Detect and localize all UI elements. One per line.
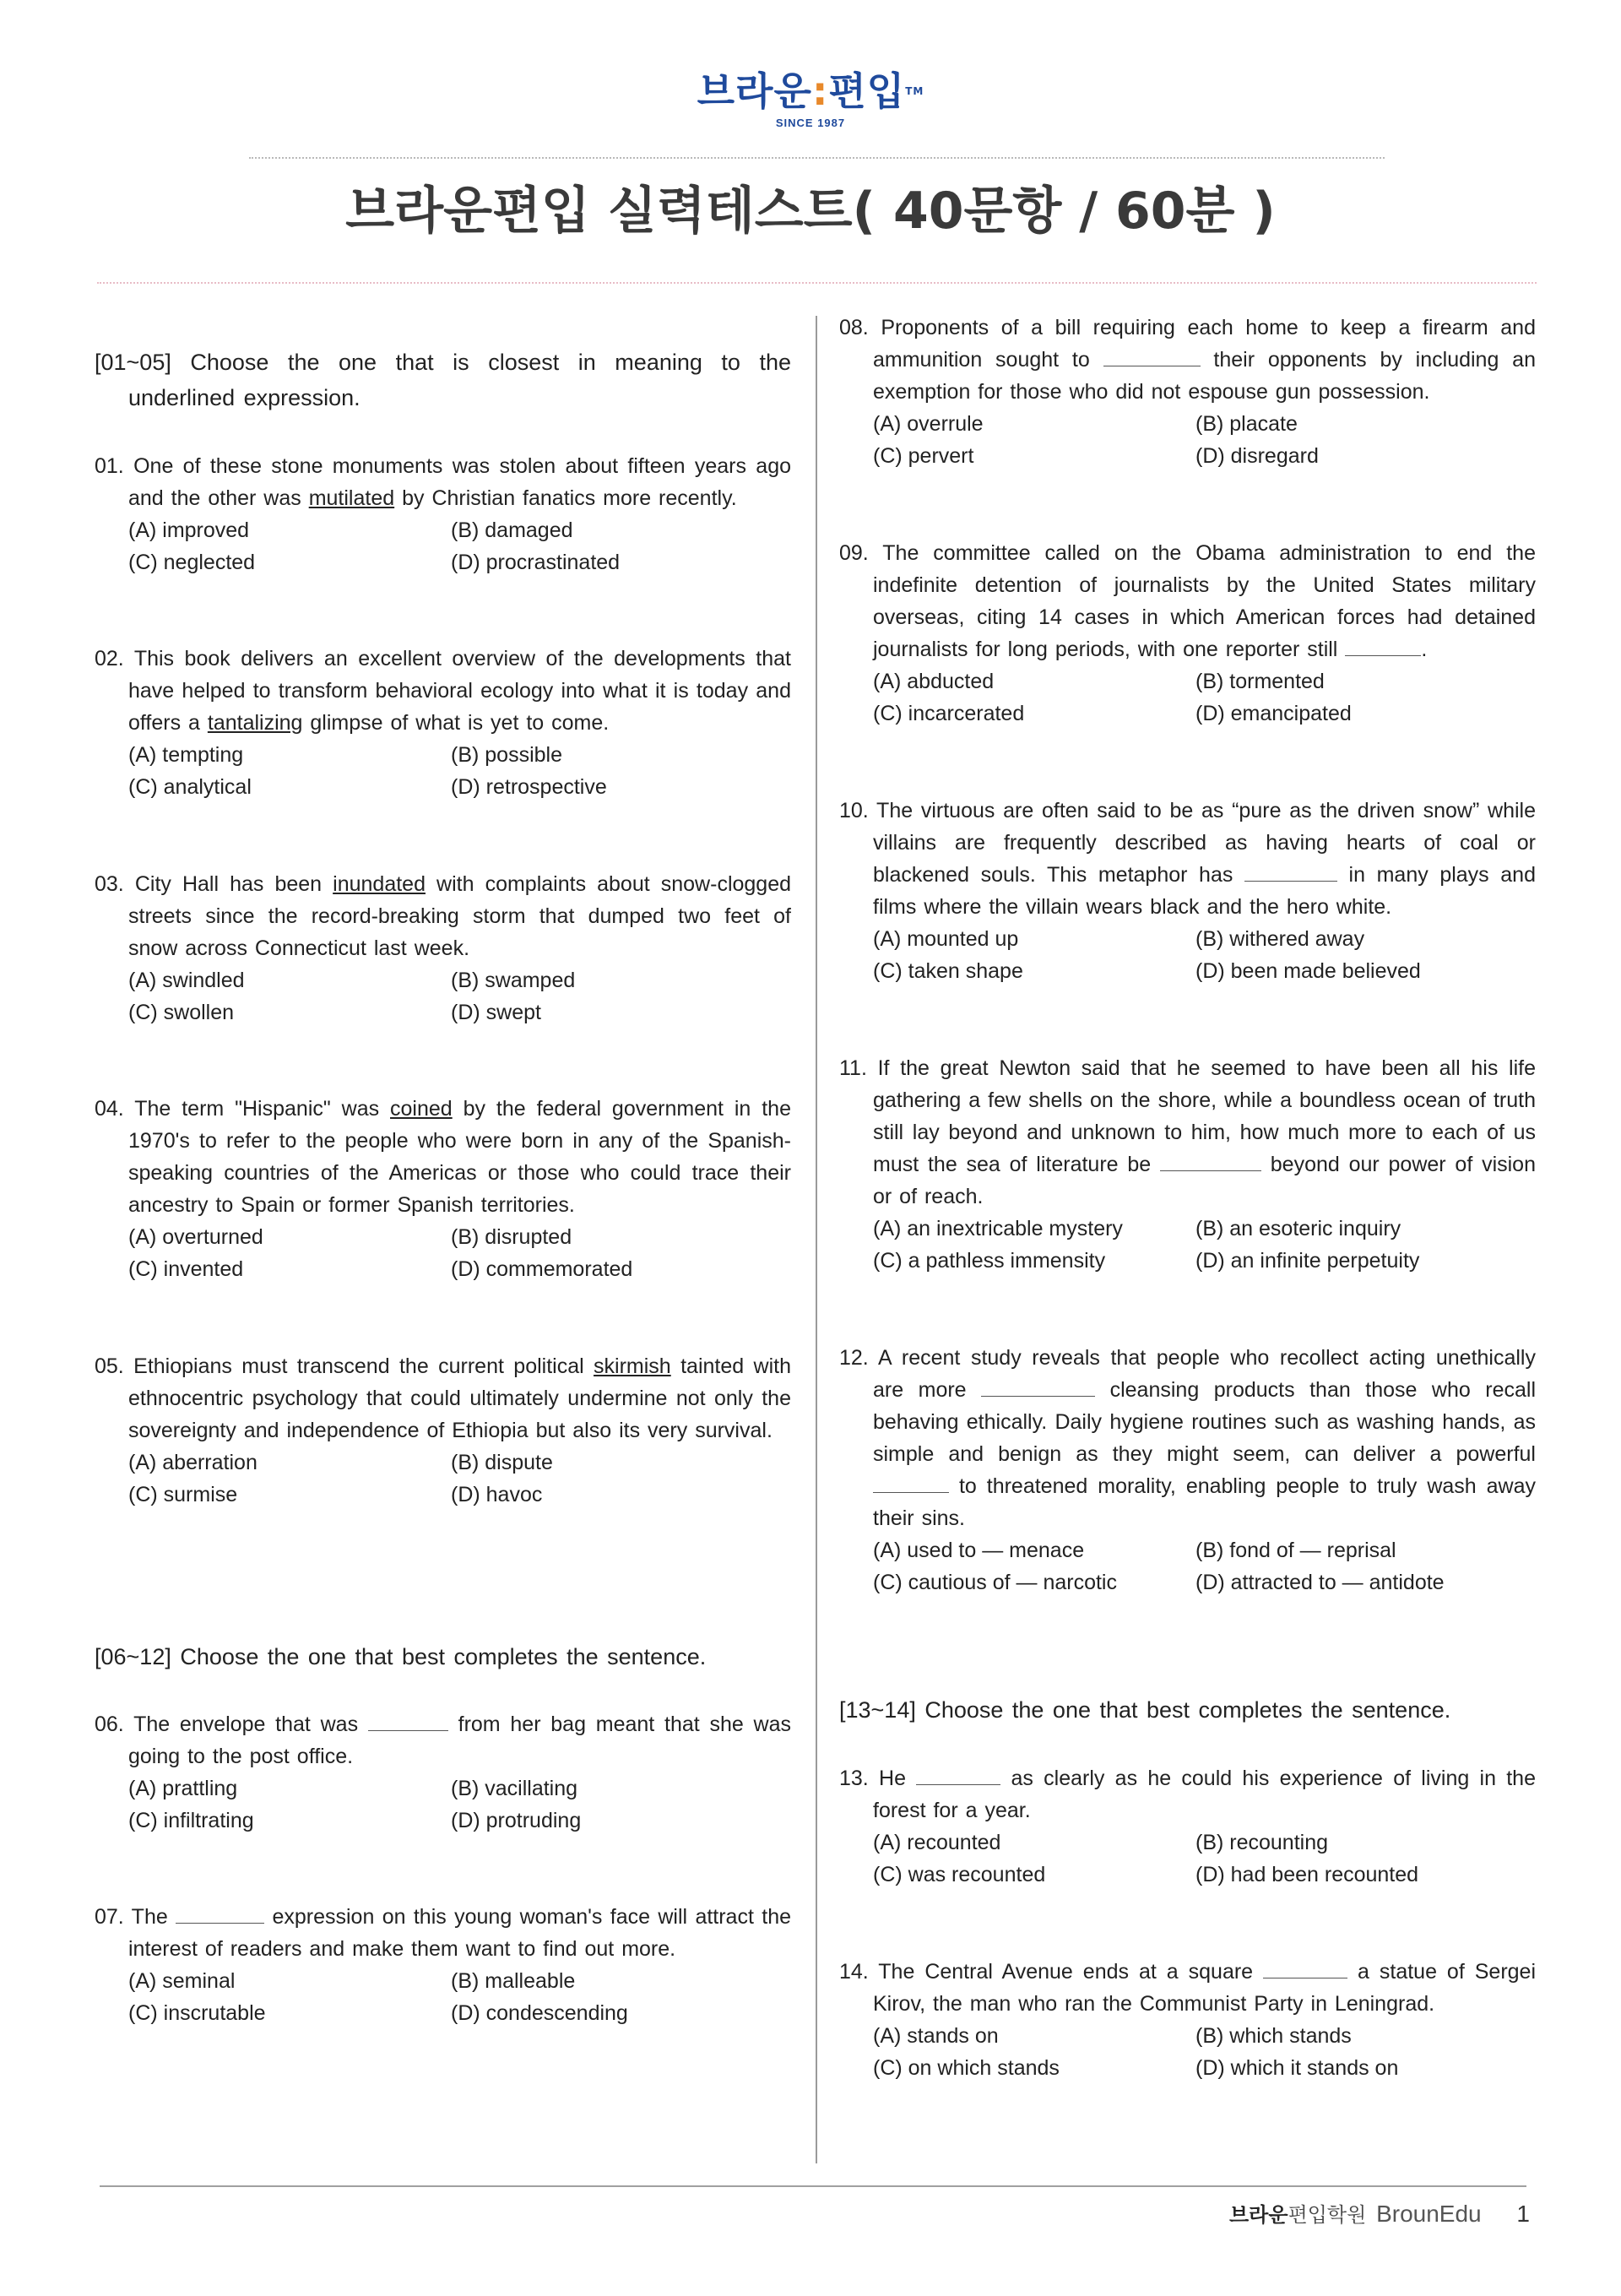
choice-d[interactable]: (D) disregard — [1195, 444, 1319, 468]
choice-a[interactable]: (A) stands on — [873, 2024, 999, 2048]
question-14: 14. The Central Avenue ends at a square a statue of Sergei Kirov, the man who ran the Communist Party in Leningrad. (A) stands on (B) which stands (C) on which stands (D) which it stands on — [839, 1956, 1536, 2084]
question-03: 03. City Hall has been inundated with complaints about snow-clogged streets since the record-breaking storm that dumped two feet of snow across Connecticut last week. (A) swindled (B) swamped (C) swollen (D) swept — [95, 868, 791, 1029]
answer-choices — [839, 1826, 1536, 1891]
underlined-expression: mutilated — [308, 486, 395, 510]
choice-d[interactable]: (D) havoc — [451, 1483, 543, 1506]
logo-separator: : — [811, 68, 829, 114]
question-04: 04. The term "Hispanic" was coined by the federal government in the 1970's to refer to the people who were born in any of the Spanish-speaking countries of the Americas or those who could trace their ancestry to Spain or former Spanish territories. (A) overturned (B) disrupted (C) invented (D) commemorated — [95, 1093, 791, 1285]
choice-c[interactable]: (C) analytical — [128, 775, 252, 799]
choice-a[interactable]: (A) recounted — [873, 1831, 1001, 1854]
choice-d[interactable]: (D) swept — [451, 1001, 541, 1024]
choice-c[interactable]: (C) swollen — [128, 1001, 235, 1024]
answer-blank — [916, 1766, 1000, 1785]
choice-c[interactable]: (C) infiltrating — [128, 1809, 254, 1832]
underlined-expression: skirmish — [594, 1354, 671, 1378]
answer-choices — [839, 2020, 1536, 2084]
question-07: 07. The expression on this young woman's face will attract the interest of readers and make them want to find out more. (A) seminal (B) malleable (C) inscrutable (D) condescending — [95, 1901, 791, 2029]
question-11: 11. If the great Newton said that he seemed to have been all his life gathering a few shells on the shore, while a boundless ocean of truth still lay beyond and unknown to him, how much more to each of us must the sea of literature be beyond our power of vision or of reach. (A) an inextricable mystery (B) an esoteric inquiry (C) a pathless immensity (D) an infinite perpetuity — [839, 1052, 1536, 1277]
choice-a[interactable]: (A) tempting — [128, 743, 244, 767]
choice-d[interactable]: (D) procrastinated — [451, 551, 621, 574]
underlined-expression: tantalizing — [207, 711, 303, 735]
answer-choices — [839, 923, 1536, 987]
choice-b[interactable]: (B) which stands — [1195, 2024, 1352, 2048]
question-13: 13. He as clearly as he could his experience of living in the forest for a year. (A) recounted (B) recounting (C) was recounted (D) had been recounted — [839, 1762, 1536, 1891]
footer-academy: 편입학원 — [1288, 2203, 1367, 2227]
underlined-expression: coined — [390, 1097, 453, 1121]
choice-a[interactable]: (A) aberration — [128, 1451, 258, 1474]
answer-blank — [176, 1904, 264, 1924]
section-header-01-05: [01~05] Choose the one that is closest in meaning to the underlined expression. — [95, 350, 791, 410]
choice-a[interactable]: (A) overrule — [873, 412, 984, 436]
answer-choices — [95, 514, 791, 578]
choice-c[interactable]: (C) on which stands — [873, 2056, 1060, 2080]
footer-divider — [100, 2185, 1526, 2187]
choice-b[interactable]: (B) malleable — [451, 1969, 576, 1993]
choice-b[interactable]: (B) vacillating — [451, 1777, 578, 1800]
choice-b[interactable]: (B) damaged — [451, 518, 573, 542]
footer-brand-english: BrounEdu — [1376, 2201, 1482, 2227]
choice-c[interactable]: (C) invented — [128, 1257, 244, 1281]
choice-c[interactable]: (C) incarcerated — [873, 702, 1025, 725]
logo-wordmark — [0, 68, 1621, 115]
header-divider — [249, 157, 1385, 159]
logo-part2: 편입 — [828, 68, 906, 114]
choice-a[interactable]: (A) used to ― menace — [873, 1539, 1085, 1562]
title-divider — [97, 282, 1537, 284]
answer-blank — [368, 1712, 448, 1731]
choice-a[interactable]: (A) prattling — [128, 1777, 238, 1800]
answer-choices — [95, 1221, 791, 1285]
choice-c[interactable]: (C) a pathless immensity — [873, 1249, 1106, 1273]
footer-brand: 브라운 — [1229, 2203, 1288, 2227]
choice-c[interactable]: (C) was recounted — [873, 1863, 1046, 1886]
choice-a[interactable]: (A) abducted — [873, 670, 995, 693]
choice-a[interactable]: (A) an inextricable mystery — [873, 1217, 1123, 1240]
choice-d[interactable]: (D) had been recounted — [1195, 1863, 1419, 1886]
answer-blank — [981, 1377, 1095, 1397]
choice-b[interactable]: (B) swamped — [451, 969, 576, 992]
question-09: 09. The committee called on the Obama administration to end the indefinite detention of journalists by the United States military overseas, citing 14 cases in which American forces had detained journalists for long periods, with one reporter still . (A) abducted (B) tormented (C) incarcerated (D) emancipated — [839, 537, 1536, 730]
choice-c[interactable]: (C) pervert — [873, 444, 974, 468]
answer-blank — [1263, 1959, 1347, 1978]
choice-a[interactable]: (A) seminal — [128, 1969, 236, 1993]
question-06: 06. The envelope that was from her bag meant that she was going to the post office. (A) prattling (B) vacillating (C) infiltrating (D) protruding — [95, 1708, 791, 1837]
choice-c[interactable]: (C) neglected — [128, 551, 256, 574]
answer-choices — [839, 665, 1536, 730]
choice-d[interactable]: (D) retrospective — [451, 775, 607, 799]
choice-b[interactable]: (B) dispute — [451, 1451, 553, 1474]
choice-d[interactable]: (D) commemorated — [451, 1257, 633, 1281]
choice-b[interactable]: (B) placate — [1195, 412, 1298, 436]
answer-blank — [1244, 862, 1337, 882]
footer — [1229, 2197, 1530, 2232]
logo-trademark: TM — [905, 85, 924, 97]
logo-part1: 브라운 — [697, 68, 812, 114]
underlined-expression: inundated — [333, 872, 426, 896]
choice-b[interactable]: (B) recounting — [1195, 1831, 1329, 1854]
choice-c[interactable]: (C) inscrutable — [128, 2001, 266, 2025]
choice-b[interactable]: (B) an esoteric inquiry — [1195, 1217, 1401, 1240]
logo — [0, 68, 1621, 129]
answer-choices — [95, 1447, 791, 1511]
choice-a[interactable]: (A) swindled — [128, 969, 245, 992]
page-title: 브라운편입 실력테스트( 40문항 / 60분 ) — [345, 182, 1276, 241]
question-10: 10. The virtuous are often said to be as “pure as the driven snow” while villains are frequently described as having hearts of coal or blackened souls. This metaphor has in many plays and films where the villain wears black and the hero white. (A) mounted up (B) withered away (C) taken shape (D) been made believed — [839, 795, 1536, 987]
choice-b[interactable]: (B) possible — [451, 743, 562, 767]
question-08: 08. Proponents of a bill requiring each home to keep a firearm and ammunition sought to their opponents by including an exemption for those who did not espouse gun possession. (A) overrule (B) placate (C) pervert (D) disregard — [839, 312, 1536, 472]
answer-choices — [839, 1213, 1536, 1277]
choice-d[interactable]: (D) attracted to ― antidote — [1195, 1571, 1445, 1594]
answer-blank — [1160, 1152, 1261, 1171]
choice-c[interactable]: (C) taken shape — [873, 959, 1023, 983]
choice-d[interactable]: (D) emancipated — [1195, 702, 1352, 725]
question-02: 02. This book delivers an excellent overview of the developments that have helped to transform behavioral ecology into what it is today and offers a tantalizing glimpse of what is yet to come. (A) tempting (B) possible (C) analytical (D) retrospective — [95, 643, 791, 803]
choice-b[interactable]: (B) fond of ― reprisal — [1195, 1539, 1396, 1562]
choice-d[interactable]: (D) an infinite perpetuity — [1195, 1249, 1420, 1273]
answer-choices — [839, 1534, 1536, 1599]
choice-d[interactable]: (D) protruding — [451, 1809, 582, 1832]
answer-blank — [1345, 637, 1421, 656]
section-header-06-12: [06~12] Choose the one that best completes the sentence. — [95, 1644, 707, 1669]
choice-b[interactable]: (B) withered away — [1195, 927, 1365, 951]
answer-choices — [95, 739, 791, 803]
choice-d[interactable]: (D) been made believed — [1195, 959, 1421, 983]
choice-b[interactable]: (B) disrupted — [451, 1225, 572, 1249]
answer-choices — [95, 1965, 791, 2029]
answer-choices — [95, 964, 791, 1029]
choice-d[interactable]: (D) condescending — [451, 2001, 628, 2025]
choice-c[interactable]: (C) cautious of ― narcotic — [873, 1571, 1117, 1594]
question-12: 12. A recent study reveals that people who recollect acting unethically are more cleansing products than those who recall behaving ethically. Daily hygiene routines such as washing hands, as simple and benign as they might seem, can deliver a powerful to threatened morality, enabling people to truly wash away their sins. (A) used to ― menace (B) fond of ― reprisal (C) cautious of ― narcotic (D) attracted to ― antidote — [839, 1342, 1536, 1599]
choice-a[interactable]: (A) mounted up — [873, 927, 1019, 951]
answer-blank — [873, 1474, 949, 1493]
choice-a[interactable]: (A) improved — [128, 518, 250, 542]
question-05: 05. Ethiopians must transcend the current political skirmish tainted with ethnocentric psychology that could ultimately undermine not only the sovereignty and independence of Ethiopia but also its very survival. (A) aberration (B) dispute (C) surmise (D) havoc — [95, 1350, 791, 1511]
section-header-13-14: [13~14] Choose the one that best completes the sentence. — [839, 1697, 1451, 1723]
choice-c[interactable]: (C) surmise — [128, 1483, 238, 1506]
column-divider — [816, 316, 817, 2163]
choice-b[interactable]: (B) tormented — [1195, 670, 1325, 693]
answer-choices — [95, 1772, 791, 1837]
logo-since: SINCE 1987 — [775, 117, 846, 129]
question-01: 01. One of these stone monuments was stolen about fifteen years ago and the other was mutilated by Christian fanatics more recently. (A) improved (B) damaged (C) neglected (D) procrastinated — [95, 450, 791, 578]
choice-d[interactable]: (D) which it stands on — [1195, 2056, 1399, 2080]
answer-choices — [839, 408, 1536, 472]
choice-a[interactable]: (A) overturned — [128, 1225, 263, 1249]
answer-blank — [1103, 347, 1201, 366]
page-number: 1 — [1516, 2201, 1530, 2227]
